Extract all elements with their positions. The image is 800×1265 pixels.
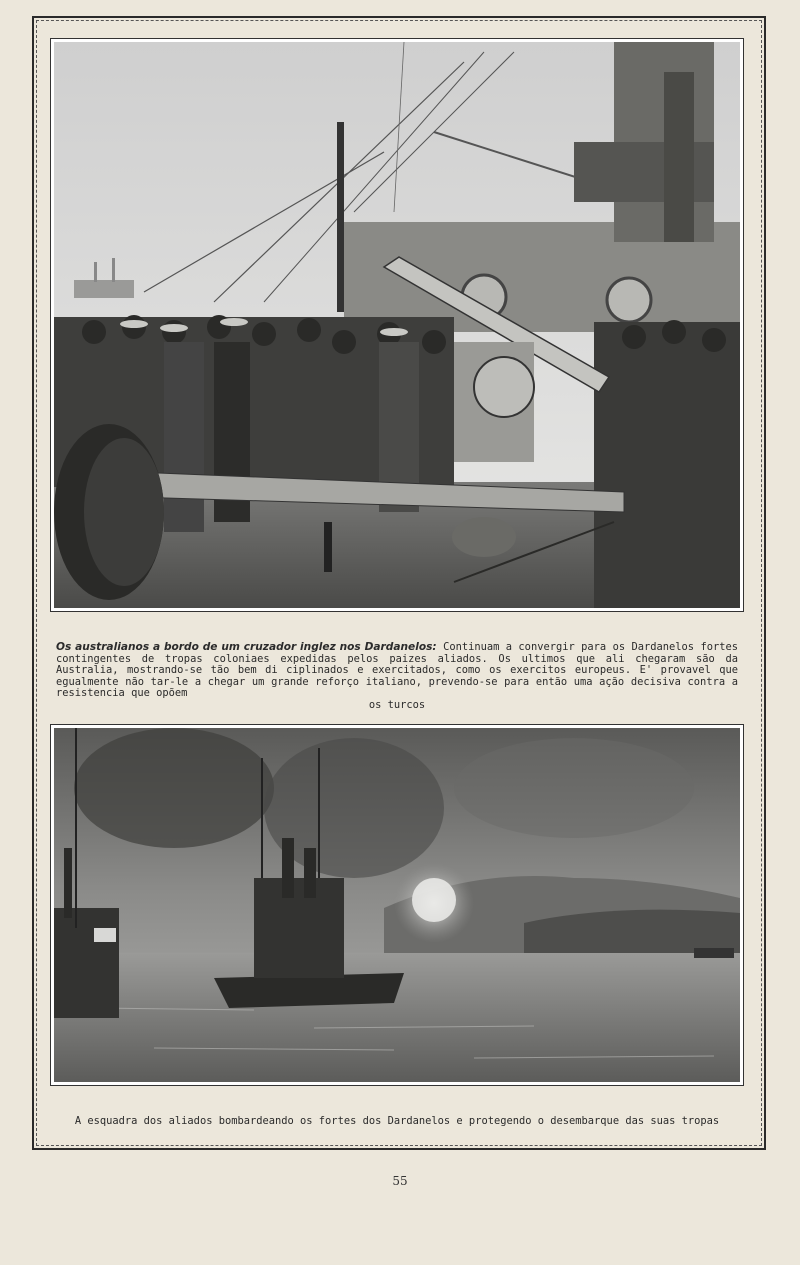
caption-body: Continuam a convergir para os Dardanelos fortes contingentes de tropas coloniaes expedidas pelos paizes aliados. Os ultimos que ali chegaram são da Australia, mostrando-se tão bem di ciplinados e exercitados, como os exercitos europeus. E' provavel que egualmente não tar-le a chegar um grande reforço italiano, prevendo-se para então uma ação decisiva contra a resistencia que opõem — [56, 641, 738, 699]
caption-tail: os turcos — [368, 698, 426, 711]
caption-australian-troops — [56, 642, 738, 711]
photo-australian-troops-image — [54, 42, 740, 608]
photo-fleet-bombardment-image — [54, 728, 740, 1082]
caption-lead: Os australianos a bordo de um cruzador inglez nos Dardanelos: — [56, 641, 437, 653]
photo-australian-troops — [50, 38, 744, 612]
photo-fleet-bombardment — [50, 724, 744, 1086]
caption-fleet-bombardment: A esquadra dos aliados bombardeando os fortes dos Dardanelos e protegendo o desembarque das suas tropas — [74, 1115, 720, 1127]
page-number: 55 — [392, 1174, 408, 1188]
